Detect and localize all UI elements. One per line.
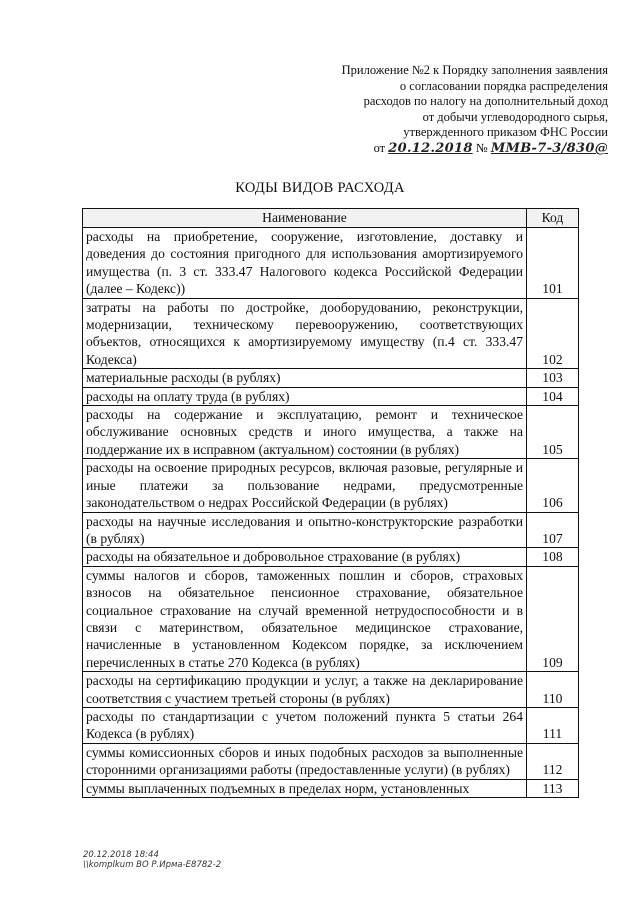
row-name: суммы выплаченных подъемных в пределах норм, установленных [83, 779, 527, 797]
table-row [83, 672, 579, 708]
row-code: 103 [527, 369, 579, 387]
row-name: суммы налогов и сборов, таможенных пошлин и сборов, страховых взносов на обязательное пенсионное страхование, обязательное социальное страхование на случай временной нетрудоспособности и в связи с материнством, обязательное медицинское страхование, начисленные в установленном Кодексом порядке, за исключением перечисленных в статье 270 Кодекса (в рублях) [83, 566, 527, 671]
row-code: 113 [527, 779, 579, 797]
header-line: о согласовании порядка распределения [399, 78, 608, 93]
page-title: КОДЫ ВИДОВ РАСХОДА [235, 180, 405, 196]
row-code: 109 [527, 566, 579, 671]
row-code: 111 [527, 707, 579, 743]
row-name: расходы на сертификацию продукции и услуг, а также на декларирование соответствия с участием третьей стороны (в рублях) [83, 672, 527, 708]
footer-file-path: \\komplkum ВО Р.Ирма-Е8782-2 [83, 860, 222, 870]
table-row [83, 779, 579, 797]
row-name: расходы на содержание и эксплуатацию, ремонт и техническое обслуживание основных средств и иного имущества, а также на поддержание их в исправном (актуальном) состоянии (в рублях) [83, 406, 527, 459]
print-footer [83, 850, 221, 870]
row-code: 112 [527, 743, 579, 779]
row-name: расходы на обязательное и добровольное страхование (в рублях) [83, 548, 527, 566]
row-code: 101 [527, 228, 579, 299]
header-line: расходов по налогу на дополнительный доход [363, 94, 608, 109]
table-row [83, 566, 579, 671]
row-name: расходы на освоение природных ресурсов, включая разовые, регулярные и иные платежи за пользование недрами, предусмотренные законодательством о недрах Российской Федерации (в рублях) [83, 459, 527, 512]
table-row [83, 387, 579, 405]
row-code: 105 [527, 406, 579, 459]
header-line: утвержденного приказом ФНС России [403, 125, 608, 140]
appendix-header [308, 63, 608, 157]
table-row [83, 298, 579, 369]
row-name: материальные расходы (в рублях) [83, 369, 527, 387]
order-number-prefix: № [475, 140, 488, 155]
table-row [83, 743, 579, 779]
column-header-code: Код [527, 209, 579, 228]
column-header-name: Наименование [83, 209, 527, 228]
header-line: от добычи углеводородного сырья, [422, 109, 608, 124]
header-line: Приложение №2 к Порядку заполнения заявления [341, 63, 608, 77]
row-code: 108 [527, 548, 579, 566]
order-prefix: от [373, 140, 386, 155]
table-row [83, 369, 579, 387]
row-name: расходы на научные исследования и опытно-конструкторские разработки (в рублях) [83, 512, 527, 548]
order-line [308, 141, 608, 157]
row-name: суммы комиссионных сборов и иных подобных расходов за выполненные сторонними организациями работы (предоставленные услуги) (в рублях) [83, 743, 527, 779]
row-name: расходы на оплату труда (в рублях) [83, 387, 527, 405]
row-code: 106 [527, 459, 579, 512]
footer-timestamp: 20.12.2018 18:44 [83, 850, 159, 860]
order-number: ММВ-7-3/830@ [490, 140, 608, 156]
table-row [83, 228, 579, 299]
expense-codes-table [82, 208, 579, 798]
row-code: 107 [527, 512, 579, 548]
row-name: расходы на приобретение, сооружение, изготовление, доставку и доведения до состояния пригодного для использования амортизируемого имущества (п. 3 ст. 333.47 Налогового кодекса Российской Федерации (далее – Кодекс)) [83, 228, 527, 299]
table-row [83, 406, 579, 459]
table-row [83, 548, 579, 566]
row-name: затраты на работы по достройке, дооборудованию, реконструкции, модернизации, техническому перевооружению, соответствующих объектов, относящихся к амортизируемому имуществу (п.4 ст. 333.47 Кодекса) [83, 298, 527, 369]
row-code: 104 [527, 387, 579, 405]
row-code: 110 [527, 672, 579, 708]
table-row [83, 459, 579, 512]
table-header-row [83, 209, 579, 228]
table-row [83, 512, 579, 548]
order-date: 20.12.2018 [388, 140, 473, 156]
row-code: 102 [527, 298, 579, 369]
row-name: расходы по стандартизации с учетом положений пункта 5 статьи 264 Кодекса (в рублях) [83, 707, 527, 743]
table-row [83, 707, 579, 743]
